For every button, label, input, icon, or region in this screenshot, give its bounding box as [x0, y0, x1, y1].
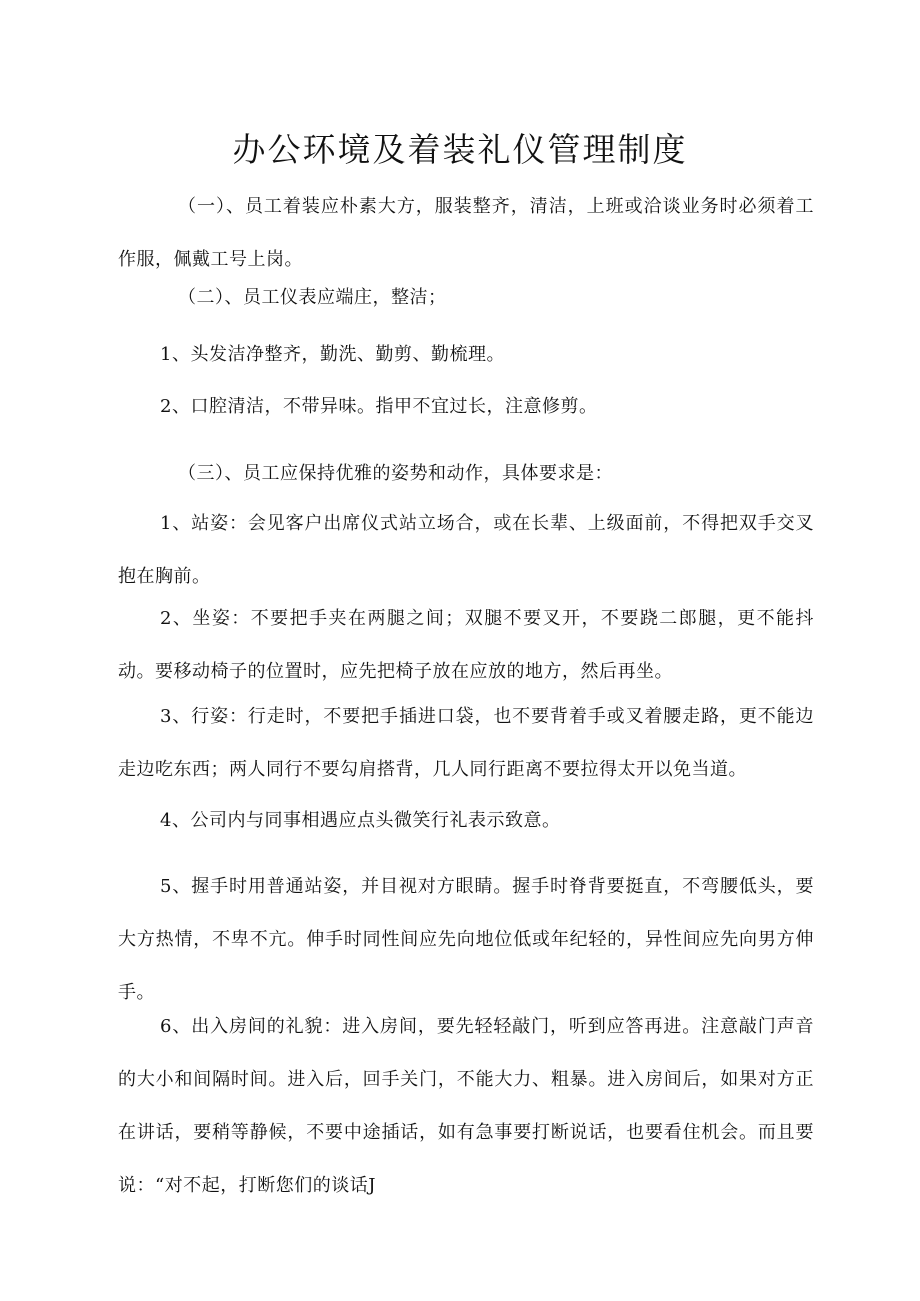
paragraph-3: 1、头发洁净整齐，勤洗、勤剪、勤梳理。	[160, 344, 505, 365]
paragraph-1: （一）、员工着装应朴素大方，服装整齐，清洁，上班或洽谈业务时必须着工作服，佩戴工号上岗。	[118, 196, 814, 270]
document-title: 办公环境及着装礼仪管理制度	[232, 130, 688, 169]
paragraph-10: 5、握手时用普通站姿，并目视对方眼睛。握手时脊背要挺直，不弯腰低头，要大方热情，不卑不亢。伸手时同性间应先向地位低或年纪轻的，异性间应先向男方伸手。	[118, 876, 814, 1003]
paragraph-7: 2、坐姿：不要把手夹在两腿之间；双腿不要叉开，不要跷二郎腿，更不能抖动。要移动椅子的位置时，应先把椅子放在应放的地方，然后再坐。	[118, 608, 814, 682]
paragraph-8: 3、行姿：行走时，不要把手插进口袋，也不要背着手或叉着腰走路，更不能边走边吃东西；两人同行不要勾肩搭背，几人同行距离不要拉得太开以免当道。	[118, 706, 814, 780]
paragraph-4: 2、口腔清洁，不带异味。指甲不宜过长，注意修剪。	[160, 396, 598, 417]
paragraph-9: 4、公司内与同事相遇应点头微笑行礼表示致意。	[160, 810, 561, 831]
paragraph-6: 1、站姿：会见客户出席仪式站立场合，或在长辈、上级面前，不得把双手交叉抱在胸前。	[118, 513, 814, 587]
paragraph-11: 6、出入房间的礼貌：进入房间，要先轻轻敲门，听到应答再进。注意敲门声音的大小和间隔时间。进入后，回手关门，不能大力、粗暴。进入房间后，如果对方正在讲话，要稍等静候，不要中途插话，如有急事要打断说话，也要看住机会。而且要说：“对不起，打断您们的谈话J	[118, 1016, 814, 1196]
paragraph-2: （二）、员工仪表应端庄，整洁；	[178, 287, 447, 308]
paragraph-5: （三）、员工应保持优雅的姿势和动作，具体要求是：	[178, 463, 613, 484]
